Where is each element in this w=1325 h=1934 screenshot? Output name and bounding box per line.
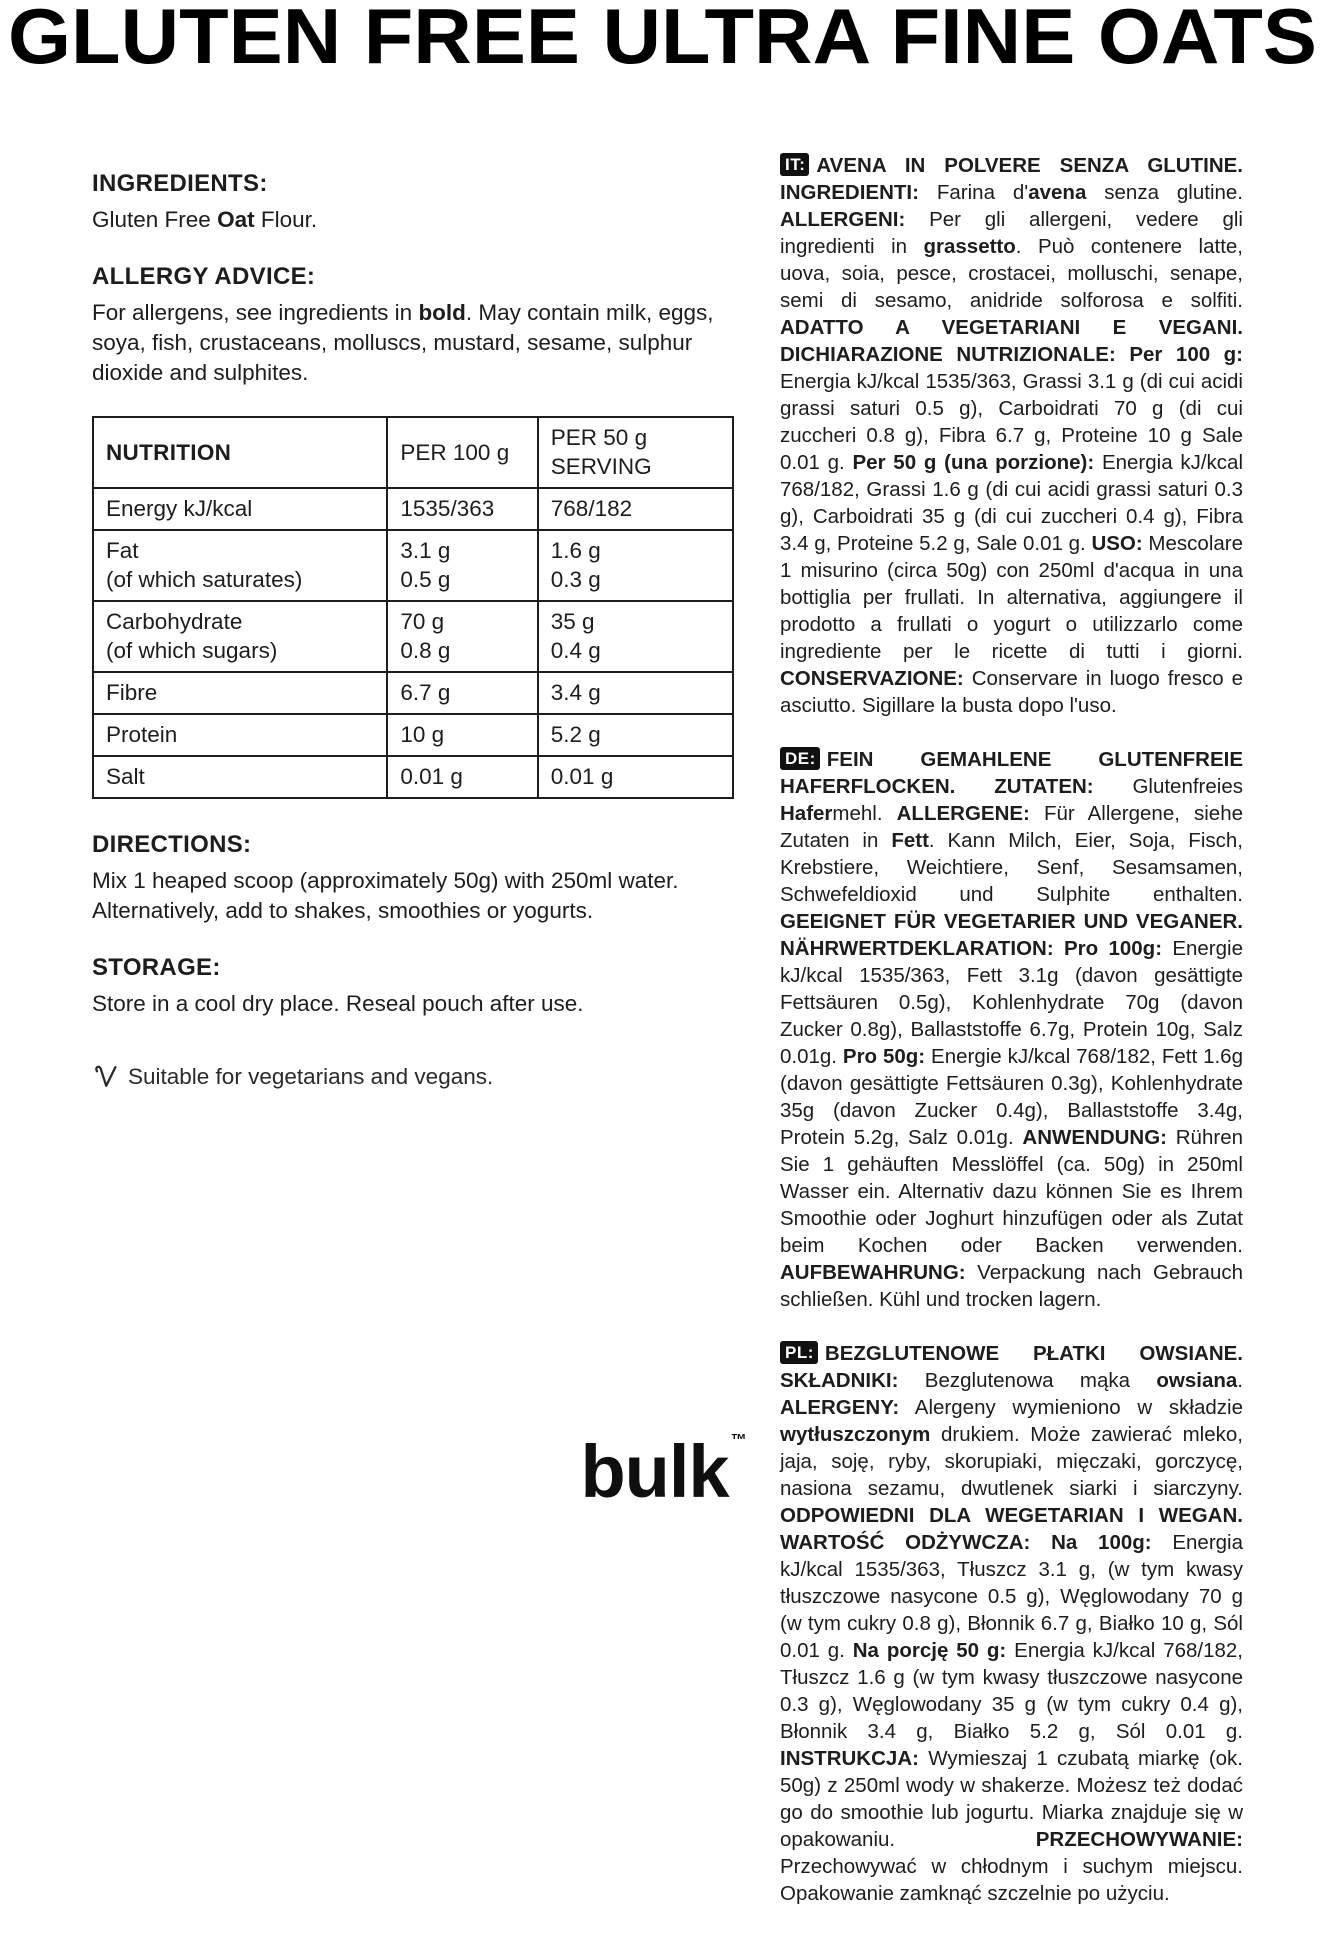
brand-logo-text: bulk bbox=[580, 1430, 729, 1513]
table-row bbox=[93, 530, 733, 601]
language-badge-de: DE: bbox=[780, 747, 820, 770]
trademark-symbol: ™ bbox=[730, 1432, 747, 1450]
vegetarian-note bbox=[92, 1063, 734, 1090]
table-row bbox=[93, 714, 733, 756]
table-cell: Protein bbox=[93, 714, 387, 756]
allergy-advice-heading: ALLERGY ADVICE: bbox=[92, 263, 316, 290]
german-text: FEIN GEMAHLENE GLUTENFREIE HAFERFLOCKEN. ZUTATEN: Glutenfreies Hafermehl. ALLERGENE: Für Allergene, siehe Zutaten in Fett. Kann Milch, Eier, Soja, Fisch, Krebstiere, Weichtiere, Senf, Sesamsamen, Schwefeldioxid und Sulphite enthalten. GEEIGNET FÜR VEGETARIER UND VEGANER. NÄHRWERTDEKLARATION: Pro 100g: Energie kJ/kcal 1535/363, Fett 3.1g (davon gesättigte Fettsäuren 0.5g), Kohlenhydrate 70g (davon Zucker 0.8g), Ballaststoffe 6.7g, Protein 10g, Salz 0.01g. Pro 50g: Energie kJ/kcal 768/182, Fett 1.6g (davon gesättigte Fettsäuren 0.3g), Kohlenhydrate 35g (davon Zucker 0.4g), Ballaststoffe 3.4g, Protein 5.2g, Salz 0.01g. ANWENDUNG: Rühren Sie 1 gehäuften Messlöffel (ca. 50g) in 250ml Wasser ein. Alternativ dazu können Sie es Ihrem Smoothie oder Joghurt hinzufügen oder als Zutat beim Kochen oder Backen verwenden. AUFBEWAHRUNG: Verpackung nach Gebrauch schließen. Kühl und trocken lagern. bbox=[780, 748, 1243, 1311]
table-cell: Salt bbox=[93, 756, 387, 798]
vegetarian-note-text: Suitable for vegetarians and vegans. bbox=[128, 1063, 494, 1089]
storage-heading: STORAGE: bbox=[92, 954, 221, 981]
product-title-text: GLUTEN FREE ULTRA FINE OATS bbox=[8, 0, 1317, 80]
table-cell: Fibre bbox=[93, 672, 387, 714]
multilingual-column bbox=[780, 152, 1243, 1934]
language-badge-pl: PL: bbox=[780, 1341, 818, 1364]
directions-heading: DIRECTIONS: bbox=[92, 831, 252, 858]
italian-paragraph bbox=[780, 152, 1243, 719]
polish-paragraph bbox=[780, 1340, 1243, 1907]
allergy-advice-text: For allergens, see ingredients in bold. May contain milk, eggs, soya, fish, crustaceans, molluscs, mustard, sesame, sulphur dioxide and sulphites. bbox=[92, 300, 714, 385]
table-cell: 1535/363 bbox=[387, 488, 537, 530]
table-cell: 3.4 g bbox=[538, 672, 733, 714]
table-cell: 6.7 g bbox=[387, 672, 537, 714]
polish-text: BEZGLUTENOWE PŁATKI OWSIANE. SKŁADNIKI: Bezglutenowa mąka owsiana. ALERGENY: Alergeny wymieniono w składzie wytłuszczonym drukiem. Może zawierać mleko, jaja, soję, ryby, skorupiaki, mięczaki, gorczycę, nasiona sezamu, dwutlenek siarki i siarczyny. ODPOWIEDNI DLA WEGETARIAN I WEGAN. WARTOŚĆ ODŻYWCZA: Na 100g: Energia kJ/kcal 1535/363, Tłuszcz 3.1 g, (w tym kwasy tłuszczowe nasycone 0.5 g), Węglowodany 70 g (w tym cukry 0.8 g), Błonnik 6.7 g, Białko 10 g, Sól 0.01 g. Na porcję 50 g: Energia kJ/kcal 768/182, Tłuszcz 1.6 g (w tym kwasy tłuszczowe nasycone 0.3 g), Węglowodany 35 g (w tym cukry 0.4 g), Błonnik 3.4 g, Białko 5.2 g, Sól 0.01 g. INSTRUKCJA: Wymieszaj 1 czubatą miarkę (ok. 50g) z 250ml wody w shakerze. Możesz też dodać go do smoothie lub jogurtu. Miarka znajduje się w opakowaniu. PRZECHOWYWANIE: Przechowywać w chłodnym i suchym miejscu. Opakowanie zamknąć szczelnie po użyciu. bbox=[780, 1342, 1243, 1905]
ingredients-heading: INGREDIENTS: bbox=[92, 170, 268, 197]
table-cell: 0.01 g bbox=[387, 756, 537, 798]
product-title bbox=[8, 0, 1317, 80]
ingredients-text: Gluten Free Oat Flour. bbox=[92, 207, 318, 232]
table-row bbox=[93, 756, 733, 798]
language-badge-it: IT: bbox=[780, 153, 809, 176]
directions-text: Mix 1 heaped scoop (approximately 50g) with 250ml water. Alternatively, add to shakes, smoothies or yogurts. bbox=[92, 868, 679, 923]
table-cell: 10 g bbox=[387, 714, 537, 756]
table-header-row bbox=[93, 417, 733, 488]
table-cell: 70 g 0.8 g bbox=[387, 601, 537, 672]
table-cell: 5.2 g bbox=[538, 714, 733, 756]
brand-logo bbox=[580, 1429, 747, 1514]
table-cell: 35 g 0.4 g bbox=[538, 601, 733, 672]
table-cell: Carbohydrate (of which sugars) bbox=[93, 601, 387, 672]
table-row bbox=[93, 672, 733, 714]
table-cell: 3.1 g 0.5 g bbox=[387, 530, 537, 601]
table-row bbox=[93, 488, 733, 530]
english-column bbox=[92, 170, 734, 1090]
table-cell: 0.01 g bbox=[538, 756, 733, 798]
table-cell: 1.6 g 0.3 g bbox=[538, 530, 733, 601]
table-row bbox=[93, 601, 733, 672]
table-header-cell: NUTRITION bbox=[93, 417, 387, 488]
table-header-cell: PER 100 g bbox=[387, 417, 537, 488]
vegetarian-v-icon bbox=[92, 1063, 118, 1090]
storage-text: Store in a cool dry place. Reseal pouch after use. bbox=[92, 991, 584, 1016]
table-header-cell: PER 50 g SERVING bbox=[538, 417, 733, 488]
nutrition-table bbox=[92, 416, 734, 799]
table-cell: 768/182 bbox=[538, 488, 733, 530]
table-cell: Fat (of which saturates) bbox=[93, 530, 387, 601]
german-paragraph bbox=[780, 746, 1243, 1313]
italian-text: AVENA IN POLVERE SENZA GLUTINE. INGREDIENTI: Farina d'avena senza glutine. ALLERGENI: Per gli allergeni, vedere gli ingredienti in grassetto. Può contenere latte, uova, soia, pesce, crostacei, molluschi, senape, semi di sesamo, anidride solforosa e solfiti. ADATTO A VEGETARIANI E VEGANI. DICHIARAZIONE NUTRIZIONALE: Per 100 g: Energia kJ/kcal 1535/363, Grassi 3.1 g (di cui acidi grassi saturi 0.5 g), Carboidrati 70 g (di cui zuccheri 0.8 g), Fibra 6.7 g, Proteine 10 g Sale 0.01 g. Per 50 g (una porzione): Energia kJ/kcal 768/182, Grassi 1.6 g (di cui acidi grassi saturi 0.3 g), Carboidrati 35 g (di cui zuccheri 0.4 g), Fibra 3.4 g, Proteine 5.2 g, Sale 0.01 g. USO: Mescolare 1 misurino (circa 50g) con 250ml d'acqua in una bottiglia per frullati. In alternativa, aggiungere il prodotto a frullati o yogurt o utilizzarlo come ingrediente per le ricette di tutti i giorni. CONSERVAZIONE: Conservare in luogo fresco e asciutto. Sigillare la busta dopo l'uso. bbox=[780, 154, 1244, 717]
table-cell: Energy kJ/kcal bbox=[93, 488, 387, 530]
